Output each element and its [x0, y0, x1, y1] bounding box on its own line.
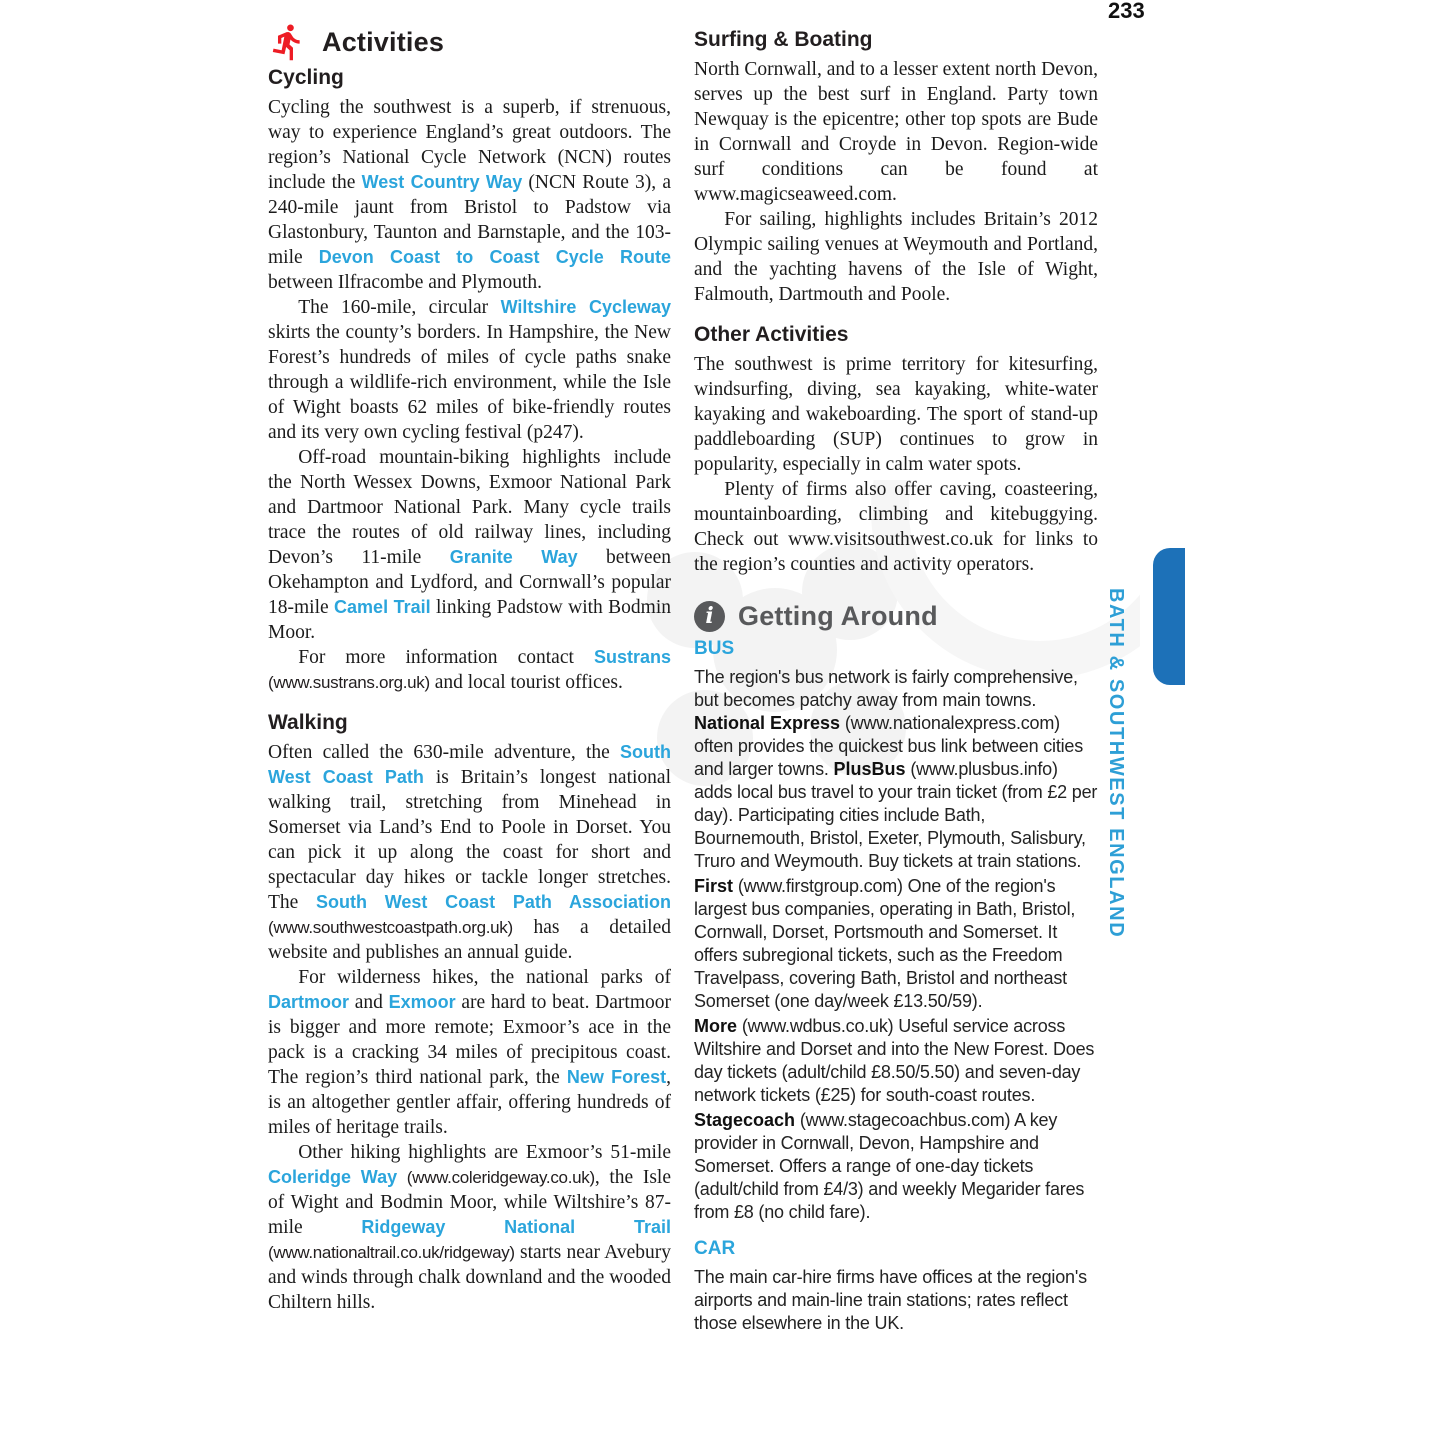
text-run: is Britain’s longest national walking trail, stretching from Minehead in Somerset via Land’s End to Poole in Dorset. You can pick it up along the coast for short and spectacular day hikes or tackle longer stretches. The — [268, 767, 671, 913]
getting-around-sections — [694, 638, 1098, 1335]
text-run: between Ilfracombe and Plymouth. — [268, 272, 542, 293]
paragraph — [694, 1015, 1098, 1107]
text-run: (www.firstgroup.com) One of the region's largest bus companies, operating in Bath, Bristol, Cornwall, Dorset, Portsmouth and Somerset. It offers subregional tickets, such as the Freedom Travelpass, covering Bath, Bristol and northeast Somerset (one day/week £13.50/59). — [694, 876, 1076, 1011]
section-heading: Walking — [268, 711, 348, 734]
paragraph — [268, 645, 671, 695]
paragraph — [694, 1266, 1098, 1335]
text-run: starts near Avebury and winds through chalk downland and the wooded Chiltern hills. — [268, 1242, 671, 1313]
text-run: linking Padstow with Bodmin Moor. — [268, 597, 672, 643]
text-run: skirts the county’s borders. In Hampshire, the New Forest’s hundreds of miles of cycle paths snake through a wildlife-rich environment, while the Isle of Wight boasts 62 miles of bike-friendly routes and its very own cycling festival (p247). — [268, 322, 671, 443]
text-run: (www.southwestcoastpath.org.uk) — [268, 918, 513, 937]
text-run: Plenty of firms also offer caving, coasteering, mountainboarding, climbing and kitebuggying. Check out www.visitsouthwest.co.uk for links to the region’s counties and activity operators. — [694, 479, 1098, 575]
route-link[interactable]: New Forest — [566, 1067, 667, 1087]
text-run: (www.sustrans.org.uk) — [268, 673, 430, 692]
paragraph — [268, 965, 671, 1140]
route-link[interactable]: South West Coast Path Association — [315, 892, 671, 912]
paragraph — [268, 95, 671, 295]
activities-sections — [268, 66, 671, 1315]
text-run: The 160-mile, circular — [298, 297, 501, 318]
text-run: and local tourist offices. — [429, 672, 623, 693]
operator-name: National Express — [694, 713, 841, 733]
text-run: (www.plusbus.info) adds local bus travel to your train ticket (from £2 per day). Participating cities include Bath, Bournemouth, Bristol, Exeter, Plymouth, Salisbury, Truro and Weymouth. Buy tickets at train stations. — [694, 759, 1098, 871]
paragraph — [268, 740, 671, 965]
section — [694, 28, 1098, 307]
text-run: (www.nationaltrail.co.uk/ridgeway) — [268, 1243, 515, 1262]
route-link[interactable]: Sustrans — [593, 647, 671, 667]
text-run: Off-road mountain-biking highlights include the North Wessex Downs, Exmoor National Park and Dartmoor National Park. Many cycle trails trace the routes of old railway lines, including Devon’s 11-mile — [268, 447, 671, 568]
activity-sections — [694, 28, 1098, 577]
operator-name: PlusBus — [833, 759, 906, 779]
route-link[interactable]: Granite Way — [449, 547, 578, 567]
text-run: (www.stagecoachbus.com) A key provider in Cornwall, Devon, Hampshire and Somerset. Offers a range of one-day tickets (adult/child from £4/3) and weekly Megarider fares from £8 (no child fare). — [694, 1110, 1085, 1222]
route-link[interactable]: Camel Trail — [334, 597, 431, 617]
text-run: The region's bus network is fairly comprehensive, but becomes patchy away from main towns. — [694, 667, 1078, 710]
paragraph — [694, 875, 1098, 1013]
text-run: For sailing, highlights includes Britain’s 2012 Olympic sailing venues at Weymouth and Portland, and the yachting havens of the Isle of Wight, Falmouth, Dartmouth and Poole. — [694, 209, 1098, 305]
route-link[interactable]: Wiltshire Cycleway — [500, 297, 671, 317]
route-link[interactable]: Dartmoor — [268, 992, 350, 1012]
paragraph — [694, 207, 1098, 307]
getting-around-header — [694, 601, 1098, 632]
section — [694, 638, 1098, 1224]
section — [694, 323, 1098, 577]
paragraph — [694, 352, 1098, 477]
operator-name: Stagecoach — [694, 1110, 796, 1130]
paragraph — [694, 57, 1098, 207]
right-column — [694, 26, 1098, 1337]
route-link[interactable]: Ridgeway National Trail — [361, 1217, 671, 1237]
paragraph — [268, 445, 671, 645]
route-link[interactable]: Exmoor — [388, 992, 456, 1012]
text-run: , the Isle of Wight and Bodmin Moor, while Wiltshire’s 87-mile — [268, 1167, 672, 1238]
section — [268, 711, 671, 1315]
text-run: (www.wdbus.co.uk) Useful service across Wiltshire and Dorset and into the New Forest. Does day tickets (adult/child £8.50/5.50) and seven-day network tickets (£25) for south-coast routes. — [694, 1016, 1095, 1105]
chapter-tab — [1153, 548, 1185, 685]
activities-header — [268, 22, 671, 62]
text-run: The southwest is prime territory for kitesurfing, windsurfing, diving, sea kayaking, white-water kayaking and wakeboarding. The sport of stand-up paddleboarding (SUP) continues to grow in popularity, especially in calm water spots. — [694, 354, 1098, 475]
text-run: Other hiking highlights are Exmoor’s 51-mile — [298, 1142, 671, 1163]
section-heading: BUS — [694, 638, 735, 659]
text-run: For more information contact — [298, 647, 594, 668]
text-run: The main car-hire firms have offices at the region's airports and main-line train stations; rates reflect those elsewhere in the UK. — [694, 1267, 1087, 1333]
section-heading: CAR — [694, 1238, 736, 1259]
activities-title: Activities — [322, 26, 445, 57]
text-run: , is an altogether gentler affair, offering hundreds of miles of heritage trails. — [268, 1067, 671, 1138]
text-run: For wilderness hikes, the national parks of — [298, 967, 671, 988]
text-run: (www.coleridgeway.co.uk) — [406, 1168, 595, 1187]
paragraph — [694, 1109, 1098, 1224]
text-run: (NCN Route 3), a 240-mile jaunt from Bristol to Padstow via Glastonbury, Taunton and Barnstaple, and the 103-mile — [268, 172, 671, 268]
paragraph — [694, 477, 1098, 577]
section-heading: Cycling — [268, 66, 344, 89]
text-run: (www.nationalexpress.com) often provides the quickest bus link between cities and larger towns. — [694, 713, 1084, 779]
section — [694, 1238, 1098, 1335]
section — [268, 66, 671, 695]
paragraph — [694, 666, 1098, 873]
route-link[interactable]: South West Coast Path — [268, 742, 671, 787]
text-run: Often called the 630-mile adventure, the — [268, 742, 620, 763]
route-link[interactable]: West Country Way — [361, 172, 523, 192]
operator-name: First — [694, 876, 734, 896]
text-run: and — [349, 992, 389, 1013]
paragraph — [268, 295, 671, 445]
left-column — [268, 22, 671, 1315]
getting-around-title: Getting Around — [738, 601, 938, 631]
paragraph — [268, 1140, 671, 1315]
section-heading: Surfing & Boating — [694, 28, 873, 51]
chapter-sidebar-label: BATH & SOUTHWEST ENGLAND — [1105, 588, 1127, 939]
text-run: has a detailed website and publishes an annual guide. — [268, 917, 671, 963]
page-number: 233 — [1108, 0, 1145, 23]
text-run: are hard to beat. Dartmoor is bigger and more remote; Exmoor’s ace in the pack is a cracking 34 miles of precipitous coast. The region’s third national park, the — [268, 992, 671, 1088]
route-link[interactable]: Devon Coast to Coast Cycle Route — [318, 247, 671, 267]
text-run: North Cornwall, and to a lesser extent north Devon, serves up the best surf in England. Party town Newquay is the epicentre; other top spots are Bude in Cornwall and Croyde in Devon. Region-wide surf conditions can be found at www.magicseaweed.com. — [694, 59, 1098, 205]
section-heading: Other Activities — [694, 323, 849, 346]
operator-name: More — [694, 1016, 738, 1036]
text-run — [397, 1167, 407, 1188]
route-link[interactable]: Coleridge Way — [268, 1167, 398, 1187]
text-run: between Okehampton and Lydford, and Cornwall’s popular 18-mile — [268, 547, 671, 618]
text-run: Cycling the southwest is a superb, if strenuous, way to experience England’s great outdoors. The region’s National Cycle Network (NCN) routes include the — [268, 97, 671, 193]
info-icon: i — [694, 601, 725, 632]
runner-icon — [268, 22, 308, 62]
